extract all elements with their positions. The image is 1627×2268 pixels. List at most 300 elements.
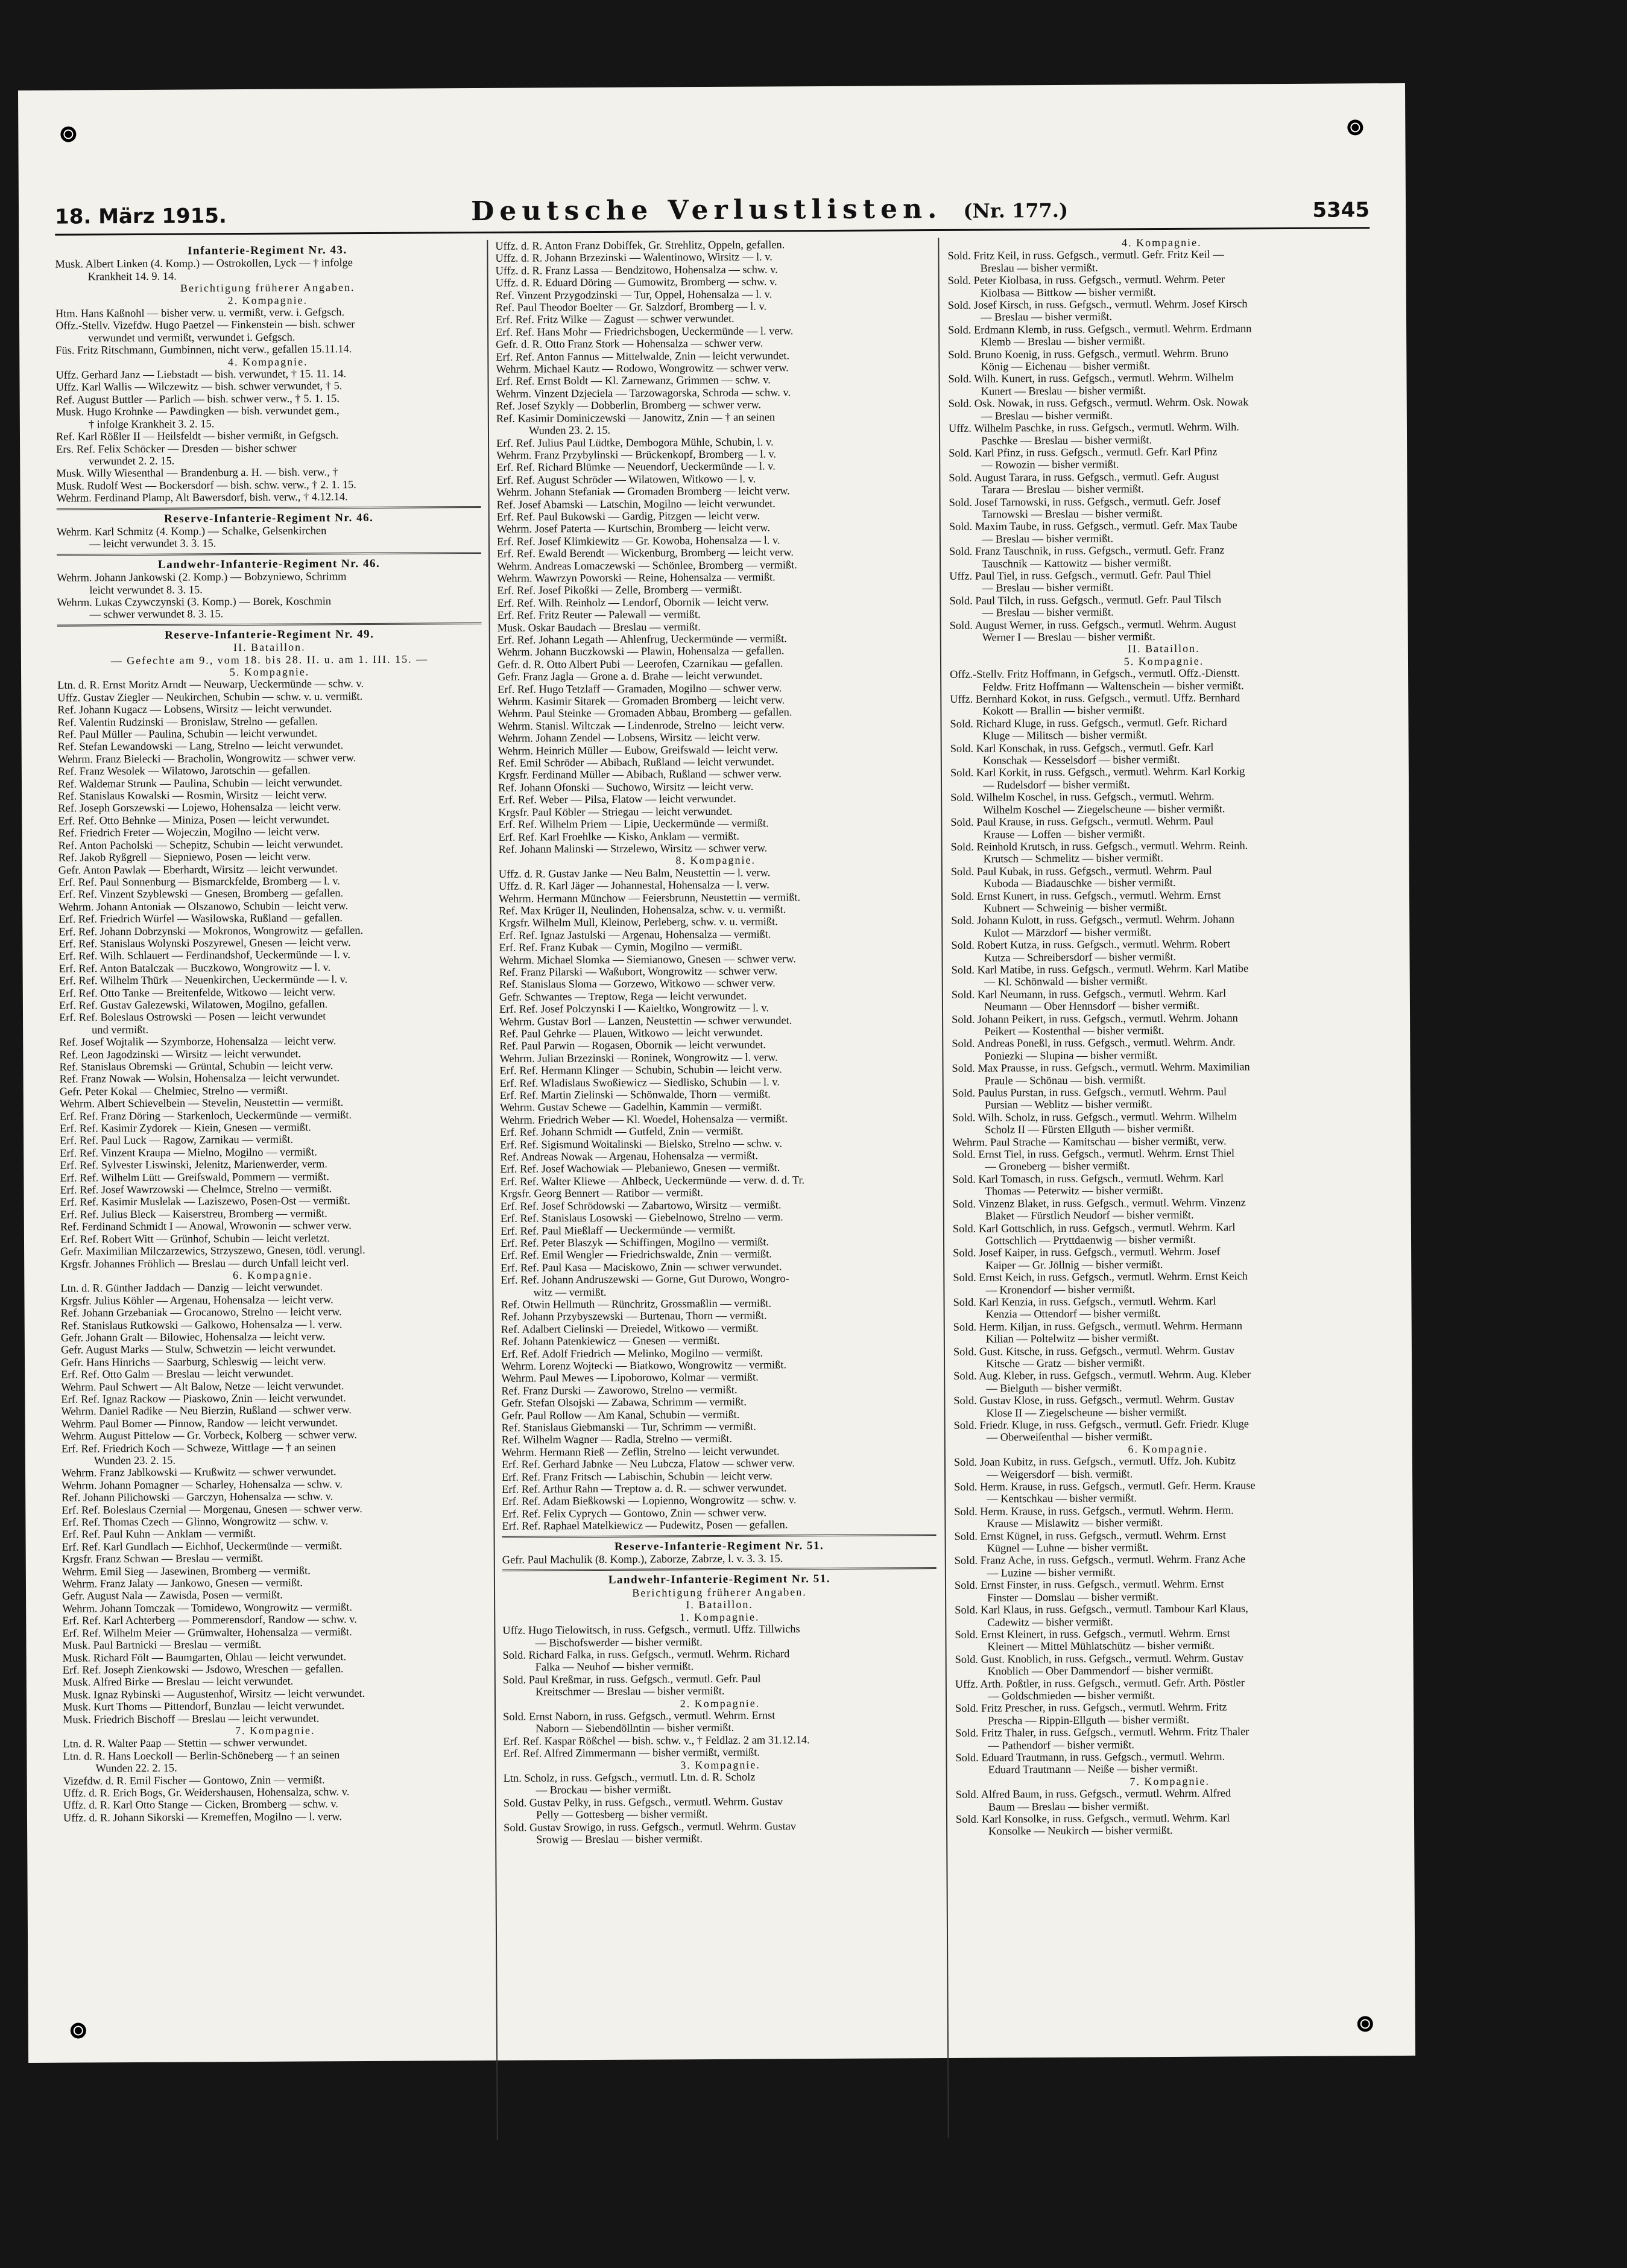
casualty-entry: Gefr. Stefan Olsojski — Zabawa, Schrimm — vermißt. — [501, 1395, 747, 1410]
casualty-entry: Breslau — bisher vermißt. — [980, 261, 1098, 274]
casualty-entry: Erf. Ref. Johann Schmidt — Gutfeld, Znin — vermißt. — [500, 1124, 744, 1139]
casualty-entry: Erf. Ref. Anton Fannus — Mittelwalde, Znin — leicht verwundet. — [496, 349, 790, 363]
casualty-entry: Kleinert — Mittel Mühlatschütz — bisher vermißt. — [987, 1639, 1215, 1653]
casualty-entry: Erf. Ref. Kaspar Rößchel — bish. schw. v., † Feldlaz. 2 am 31.12.14. — [503, 1733, 810, 1747]
casualty-entry: Erf. Ref. Paul Kasa — Maciskowo, Znin — schwer verwundet. — [501, 1260, 782, 1274]
casualty-entry: Ref. Valentin Rudzinski — Bronislaw, Strelno — gefallen. — [57, 715, 318, 729]
casualty-entry: Erf. Ref. Adam Bießkowski — Lopienno, Wongrowitz — schw. v. — [502, 1494, 797, 1508]
casualty-entry: Ref. Waldemar Strunk — Paulina, Schubin — leicht verwundet. — [57, 776, 343, 790]
casualty-entry: Uffz. d. R. Gustav Janke — Neu Balm, Neustettin — l. verw. — [498, 866, 771, 880]
casualty-entry: Erf. Ref. Wilhelm Lütt — Greifswald, Pommern — vermißt. — [60, 1170, 329, 1184]
casualty-entry: Wehrm. Lukas Czywczynski (3. Komp.) — Borek, Koschmin — [57, 595, 332, 609]
regiment-heading: Landwehr-Infanterie-Regiment Nr. 51. — [608, 1573, 831, 1587]
casualty-entry: Sold. Karl Neumann, in russ. Gefgsch., vermutl. Wehrm. Karl — [951, 987, 1227, 1001]
casualty-entry: Erf. Ref. Raphael Matelkiewicz — Pudewitz, Posen — gefallen. — [502, 1518, 788, 1533]
casualty-entry: Ref. Max Krüger II, Neulinden, Hohensalza, schw. v. u. vermißt. — [499, 903, 786, 917]
casualty-entry: Sold. Gustav Srowigo, in russ. Gefgsch., vermutl. Wehrm. Gustav — [504, 1819, 797, 1834]
casualty-entry: Erf. Ref. Wladislaus Swoßiewicz — Siedlisko, Schubin — l. v. — [499, 1075, 780, 1089]
casualty-entry: Tarara — Breslau — bisher vermißt. — [981, 483, 1144, 496]
casualty-entry: Tarnowski — Breslau — bisher vermißt. — [981, 507, 1163, 521]
regiment-heading: Infanterie-Regiment Nr. 43. — [188, 244, 347, 258]
casualty-entry: Uffz. d. R. Johann Brzezinski — Walentinowo, Wirsitz — l. v. — [495, 250, 772, 265]
casualty-entry: Krause — Loffen — bisher vermißt. — [983, 827, 1145, 841]
casualty-entry: Ref. Karl Rößler II — Heilsfeldt — bisher vermißt, in Gefgsch. — [55, 429, 339, 443]
casualty-entry: Ref. Paul Müller — Paulina, Schubin — leicht verwundet. — [57, 727, 318, 741]
casualty-entry: Gottschlich — Pryttdaenwig — bisher vermißt. — [985, 1233, 1196, 1247]
casualty-entry: Sold. Max Prausse, in russ. Gefgsch., vermutl. Wehrm. Maximilian — [952, 1060, 1250, 1075]
casualty-entry: Erf. Ref. Arthur Rahn — Treptow a. d. R. — schwer verwundet. — [502, 1481, 787, 1495]
casualty-entry: Gefr. d. R. Otto Franz Stork — Hohensalza — schwer verw. — [496, 337, 763, 351]
casualty-entry: Gefr. August Nala — Zawisda, Posen — vermißt. — [62, 1589, 283, 1603]
casualty-entry: Erf. Ref. Ewald Berendt — Wickenburg, Bromberg — leicht verw. — [496, 546, 794, 560]
casualty-entry: Erf. Ref. Ignaz Jastulski — Argenau, Hohensalza — vermißt. — [499, 928, 771, 942]
casualty-entry: leicht verwundet 8. 3. 15. — [89, 583, 203, 596]
page-header — [55, 186, 1370, 235]
casualty-entry: Ref. August Buttler — Parlich — bish. schwer verw., † 5. 1. 15. — [55, 392, 340, 406]
casualty-entry: Uffz. d. R. Karl Otto Stange — Cicken, Bromberg — schw. v. — [63, 1798, 339, 1812]
casualty-entry: Naborn — Siebendöllntin — bisher vermißt. — [535, 1722, 735, 1735]
casualty-entry: Erf. Ref. Walter Kliewe — Ahlbeck, Ueckermünde — verw. d. d. Tr. — [500, 1174, 805, 1188]
casualty-entry: Sold. Gust. Knoblich, in russ. Gefgsch., vermutl. Wehrm. Gustav — [955, 1652, 1244, 1665]
casualty-entry: Vizefdw. d. R. Emil Fischer — Gontowo, Znin — vermißt. — [63, 1773, 325, 1787]
casualty-entry: Ltn. Scholz, in russ. Gefgsch., vermutl. Ltn. d. R. Scholz — [503, 1770, 756, 1784]
casualty-entry: Ltn. d. R. Hans Loeckoll — Berlin-Schöneberg — † an seinen — [63, 1748, 340, 1763]
casualty-entry: Erf. Ref. Johann Legath — Ahlenfrug, Ueckermünde — vermißt. — [497, 632, 787, 646]
subheading: 2. Kompagnie. — [227, 294, 308, 306]
casualty-entry: Erf. Ref. Josef Pikoßki — Zelle, Bromberg — vermißt. — [497, 583, 742, 597]
casualty-entry: Konsolke — Neukirch — bisher vermißt. — [988, 1824, 1173, 1838]
casualty-entry: Sold. Gustav Pelky, in russ. Gefgsch., vermutl. Wehrm. Gustav — [503, 1795, 783, 1809]
subheading: 4. Kompagnie. — [228, 355, 308, 368]
casualty-entry: Kutza — Schreibersdorf — bisher vermißt. — [984, 950, 1177, 964]
casualty-entry: — Bielguth — bisher vermißt. — [986, 1381, 1122, 1395]
casualty-entry: Erf. Ref. Emil Wengler — Friedrichswalde, Znin — vermißt. — [501, 1247, 772, 1262]
casualty-entry: Sold. Karl Kenzia, in russ. Gefgsch., vermutl. Wehrm. Karl — [953, 1294, 1216, 1308]
casualty-entry: Sold. Karl Gottschlich, in russ. Gefgsch., vermutl. Wehrm. Karl — [952, 1220, 1236, 1235]
casualty-entry: Ref. Johann Pilichowski — Garczyn, Hohensalza — schw. v. — [62, 1490, 333, 1504]
casualty-entry: Klemb — Breslau — bisher vermißt. — [981, 335, 1146, 348]
casualty-entry: Erf. Ref. Fritz Reuter — Palewall — vermißt. — [497, 608, 701, 622]
casualty-entry: — Brockau — bisher vermißt. — [535, 1783, 672, 1796]
casualty-entry: Sold. Paul Krause, in russ. Gefgsch., vermutl. Wehrm. Paul — [950, 814, 1214, 829]
casualty-entry: Poniezki — Slupina — bisher vermißt. — [984, 1048, 1158, 1062]
casualty-entry: Uffz. Wilhelm Paschke, in russ. Gefgsch., vermutl. Wehrm. Wilh. — [948, 420, 1239, 435]
casualty-entry: Ref. Anton Pacholski — Schepitz, Schubin — leicht verwundet. — [58, 837, 344, 852]
casualty-entry: Erf. Ref. Ignaz Rackow — Piaskowo, Znin — leicht verwundet. — [61, 1392, 346, 1405]
casualty-entry: Sold. Ernst Kleinert, in russ. Gefgsch., vermutl. Wehrm. Ernst — [955, 1627, 1230, 1641]
casualty-entry: Gefr. August Marks — Stulw, Schwetzin — leicht verwundet. — [60, 1342, 336, 1357]
casualty-entry: Wehrm. Andreas Lomaczewski — Schönlee, Bromberg — vermißt. — [497, 558, 797, 572]
casualty-entry: Ers. Ref. Felix Schöcker — Dresden — bisher schwer — [56, 442, 297, 455]
casualty-entry: Paschke — Breslau — bisher vermißt. — [981, 433, 1152, 447]
casualty-entry: Wehrm. Johann Zendel — Lobsens, Wirsitz — leicht verw. — [498, 730, 760, 745]
casualty-entry: Erf. Ref. Adolf Friedrich — Melinko, Mogilno — vermißt. — [501, 1346, 763, 1360]
casualty-entry: Füs. Fritz Ritschmann, Gumbinnen, nicht verw., gefallen 15.11.14. — [55, 343, 352, 356]
casualty-entry: Wehrm. Gustav Schewe — Gadelhin, Kammin — vermißt. — [499, 1100, 762, 1114]
casualty-entry: Kenzia — Ottendorf — bisher vermißt. — [985, 1307, 1161, 1320]
casualty-entry: Wehrm. Franz Jablkowski — Krußwitz — schwer verwundet. — [61, 1465, 336, 1480]
subheading: Berichtigung früherer Angaben. — [632, 1586, 807, 1599]
casualty-entry: Erf. Ref. Paul Mießlaff — Ueckermünde — vermißt. — [500, 1223, 736, 1237]
casualty-entry: Kokott — Brallin — bisher vermißt. — [982, 704, 1145, 718]
casualty-entry: Krgsfr. Ferdinand Müller — Abibach, Rußland — schwer verw. — [498, 767, 782, 782]
casualty-entry: — Breslau — bisher vermißt. — [981, 409, 1113, 422]
casualty-entry: Erf. Ref. Paul Bukowski — Gardig, Pitzgen — leicht verw. — [496, 509, 760, 523]
casualty-entry: König — Eichenau — bisher vermißt. — [981, 360, 1151, 373]
casualty-entry: Erf. Ref. Hugo Tetzlaff — Gramaden, Mogilno — schwer verw. — [498, 682, 782, 695]
casualty-entry: Erf. Ref. Otto Galm — Breslau — leicht verwundet. — [61, 1367, 294, 1381]
casualty-entry: verwundet 2. 2. 15. — [89, 454, 175, 467]
casualty-entry: Uffz. d. R. Karl Jäger — Johannestal, Hohensalza — l. verw. — [498, 878, 769, 892]
casualty-entry: Ref. Otwin Hellmuth — Rünchritz, Grossmaßlin — vermißt. — [501, 1297, 772, 1311]
casualty-entry: Erf. Ref. Josef Schrödowski — Zabartowo, Wirsitz — vermißt. — [500, 1199, 782, 1212]
casualty-entry: Konschak — Kesselsdorf — bisher vermißt. — [982, 753, 1180, 767]
casualty-entry: Sold. Herm. Krause, in russ. Gefgsch., vermutl. Gefr. Herm. Krause — [954, 1479, 1256, 1493]
subheading: 4. Kompagnie. — [1122, 236, 1202, 249]
casualty-entry: Wehrm. Emil Sieg — Jasewinen, Bromberg — vermißt. — [62, 1564, 311, 1578]
casualty-entry: Erf. Ref. Josef Polczynski I — Kaieltko, Wongrowitz — l. v. — [499, 1001, 769, 1016]
casualty-entry: Sold. Maxim Taube, in russ. Gefgsch., vermutl. Gefr. Max Taube — [949, 519, 1237, 533]
casualty-entry: Ltn. d. R. Günther Jaddach — Danzig — leicht verwundet. — [60, 1281, 323, 1294]
casualty-entry: Ref. Josef Abamski — Latschin, Mogilno — leicht verwundet. — [496, 496, 776, 511]
casualty-entry: Ref. Franz Nowak — Wolsin, Hohensalza — leicht verwundet. — [59, 1071, 340, 1086]
section-divider — [57, 506, 481, 510]
casualty-entry: Eduard Trautmann — Neiße — bisher vermißt. — [988, 1763, 1198, 1776]
subheading: Berichtigung früherer Angaben. — [180, 281, 355, 294]
casualty-entry: Erf. Ref. Boleslaus Ostrowski — Posen — leicht verwundet — [58, 1010, 326, 1024]
casualty-entry: Sold. Wilhelm Koschel, in russ. Gefgsch., vermutl. Wehrm. — [950, 790, 1215, 804]
casualty-entry: Htm. Hans Kaßnohl — bisher verw. u. vermißt, verw. i. Gefgsch. — [55, 306, 345, 320]
casualty-entry: Erf. Ref. Karl Froehlke — Kisko, Anklam — vermißt. — [498, 829, 739, 843]
casualty-entry: Wehrm. Daniel Radike — Neu Bierzin, Rußland — schwer verw. — [61, 1404, 352, 1418]
casualty-entry: Krause — Mislawitz — bisher vermißt. — [987, 1516, 1163, 1530]
casualty-entry: Sold. Karl Matibe, in russ. Gefgsch., vermutl. Wehrm. Karl Matibe — [951, 962, 1249, 976]
casualty-entry: Uffz. d. R. Anton Franz Dobiffek, Gr. Strehlitz, Oppeln, gefallen. — [495, 238, 785, 252]
casualty-entry: Uffz. Hugo Tielowitsch, in russ. Gefgsch., vermutl. Uffz. Tillwichs — [502, 1623, 800, 1636]
casualty-entry: Ref. Leon Jagodzinski — Wirsitz — leicht verwundet. — [59, 1047, 302, 1061]
casualty-entry: Sold. Ernst Keich, in russ. Gefgsch., vermutl. Wehrm. Ernst Keich — [953, 1270, 1248, 1284]
casualty-entry: Ref. Johann Patenkiewicz — Gnesen — vermißt. — [501, 1334, 720, 1348]
casualty-entry: Erf. Ref. Stanislaus Wolynski Poszyrewel, Gnesen — leicht verw. — [58, 936, 351, 950]
casualty-entry: Sold. Gustav Klose, in russ. Gefgsch., vermutl. Wehrm. Gustav — [953, 1393, 1235, 1407]
casualty-entry: Krgsfr. Franz Schwan — Breslau — vermißt. — [62, 1552, 264, 1565]
casualty-entry: Wehrm. Julian Brzezinski — Roninek, Wongrowitz — l. verw. — [499, 1051, 778, 1065]
casualty-entry: Sold. Fritz Thaler, in russ. Gefgsch., vermutl. Wehrm. Fritz Thaler — [955, 1725, 1249, 1740]
subheading: 6. Kompagnie. — [1128, 1442, 1208, 1456]
text-column-left — [55, 240, 489, 2143]
casualty-entry: Erf. Ref. Fritz Wilke — Zagust — schwer verwundet. — [495, 312, 735, 326]
casualty-entry: Wehrm. Wawrzyn Poworski — Reine, Hohensalza — vermißt. — [497, 571, 776, 584]
section-divider — [502, 1568, 937, 1572]
casualty-entry: Wehrm. Albert Schievelbein — Stevelin, Neustettin — vermißt. — [59, 1096, 344, 1110]
masthead — [471, 193, 1068, 227]
casualty-entry: Erf. Ref. Karl Achterberg — Pommerensdorf, Randow — schw. v. — [62, 1613, 357, 1627]
casualty-entry: Wehrm. Paul Schwert — Alt Balow, Netze — leicht verwundet. — [61, 1379, 344, 1393]
casualty-entry: Krgsfr. Georg Bennert — Ratibor — vermißt. — [500, 1186, 704, 1200]
casualty-entry: Kreitschmer — Breslau — bisher vermißt. — [535, 1685, 725, 1698]
casualty-entry: Erf. Ref. Stanislaus Losowski — Giebelnowo, Strelno — verm. — [500, 1211, 783, 1224]
casualty-entry: Erf. Ref. Sylvester Liswinski, Jelenitz, Marienwerder, verm. — [60, 1158, 327, 1171]
casualty-entry: Blaket — Fürstlich Neudorf — bisher vermißt. — [985, 1208, 1194, 1222]
casualty-entry: Ltn. d. R. Walter Paap — Stettin — schwer verwundet. — [63, 1736, 308, 1750]
casualty-entry: Gefr. Peter Kokal — Chelmiec, Strelno — vermißt. — [59, 1084, 288, 1098]
casualty-entry: Erf. Ref. Kasimir Muslelak — Laziszewo, Posen-Ost — vermißt. — [60, 1194, 350, 1209]
casualty-entry: Erf. Ref. Gustav Galezewski, Wilatowen, Mogilno, gefallen. — [58, 998, 328, 1012]
casualty-entry: Wehrm. Karl Schmitz (4. Komp.) — Schalke, Gelsenkirchen — [56, 524, 327, 538]
casualty-entry: Sold. Karl Konsolke, in russ. Gefgsch., vermutl. Wehrm. Karl — [955, 1811, 1230, 1825]
casualty-entry: Sold. Vinzenz Blaket, in russ. Gefgsch., vermutl. Wehrm. Vinzenz — [952, 1196, 1246, 1210]
casualty-entry: Erf. Ref. Vinzent Szyblewski — Gnesen, Bromberg — gefallen. — [58, 887, 344, 901]
casualty-entry: Sold. Josef Kaiper, in russ. Gefgsch., vermutl. Wehrm. Josef — [953, 1245, 1221, 1259]
page-number: 5345 — [1312, 198, 1370, 223]
casualty-entry: Kunert — Breslau — bisher vermißt. — [981, 384, 1146, 398]
casualty-entry: Erf. Ref. Alfred Zimmermann — bisher vermißt, vermißt. — [503, 1746, 760, 1760]
casualty-entry: witz — vermißt. — [533, 1285, 607, 1299]
casualty-entry: Sold. Richard Kluge, in russ. Gefgsch., vermutl. Gefr. Richard — [950, 716, 1227, 730]
casualty-entry: Erf. Ref. Friedrich Würfel — Wasilowska, Rußland — gefallen. — [58, 911, 343, 925]
casualty-entry: Erf. Ref. Josef Wawrzowski — Chelmce, Strelno — vermißt. — [60, 1182, 332, 1196]
casualty-entry: Sold. Gust. Kitsche, in russ. Gefgsch., vermutl. Wehrm. Gustav — [953, 1344, 1235, 1358]
casualty-entry: — Goldschmieden — bisher vermißt. — [987, 1689, 1155, 1702]
subheading: II. Bataillon. — [1128, 642, 1200, 655]
casualty-entry: Sold. Joan Kubitz, in russ. Gefgsch., vermutl. Uffz. Joh. Kubitz — [953, 1454, 1236, 1469]
casualty-entry: Kulot — Märzdorf — bisher vermißt. — [984, 925, 1152, 939]
casualty-entry: Wehrm. August Pittelow — Gr. Vorbeck, Kolberg — schwer verw. — [61, 1428, 357, 1442]
section-divider — [57, 552, 481, 556]
casualty-entry: Wehrm. Johann Tomczak — Tomidewo, Wongrowitz — vermißt. — [62, 1601, 352, 1615]
casualty-entry: und vermißt. — [92, 1023, 149, 1036]
casualty-entry: Krgsfr. Wilhelm Mull, Kleinow, Perleberg, schw. v. u. vermißt. — [499, 915, 778, 930]
casualty-entry: Sold. Ernst Kügnel, in russ. Gefgsch., vermutl. Wehrm. Ernst — [954, 1528, 1226, 1542]
casualty-entry: — Rudelsdorf — bisher vermißt. — [982, 778, 1130, 791]
casualty-entry: Erf. Ref. Robert Witt — Grünhof, Schubin — leicht verletzt. — [60, 1232, 330, 1246]
casualty-entry: Ref. Paul Parwin — Rogasen, Obornik — leicht verwundet. — [499, 1038, 766, 1053]
casualty-entry: Sold. Wilh. Kunert, in russ. Gefgsch., vermutl. Wehrm. Wilhelm — [948, 371, 1234, 385]
casualty-entry: Kitsche — Gratz — bisher vermißt. — [986, 1357, 1145, 1370]
casualty-entry: Sold. Osk. Nowak, in russ. Gefgsch., vermutl. Wehrm. Osk. Nowak — [948, 396, 1249, 410]
casualty-entry: Wehrm. Paul Strache — Kamitschau — bisher vermißt, verw. — [952, 1135, 1227, 1148]
casualty-entry: Wehrm. Franz Bielecki — Bracholin, Wongrowitz — schwer verw. — [57, 751, 356, 765]
casualty-entry: Ref. Andreas Nowak — Argenau, Hohensalza — vermißt. — [500, 1149, 758, 1163]
casualty-entry: Sold. Karl Klaus, in russ. Gefgsch., vermutl. Tambour Karl Klaus, — [955, 1602, 1248, 1616]
casualty-entry: Sold. Herm. Krause, in russ. Gefgsch., vermutl. Wehrm. Herm. — [954, 1504, 1234, 1518]
publication-title: Deutsche Verlustlisten. — [471, 193, 943, 227]
casualty-entry: Praule — Schönau — bish. vermißt. — [984, 1073, 1146, 1087]
casualty-entry: Krgsfr. Paul Köbler — Striegau — leicht verwundet. — [498, 805, 733, 819]
casualty-entry: Finster — Domslau — bisher vermißt. — [987, 1590, 1159, 1604]
casualty-entry: Erf. Ref. Franz Kubak — Cymin, Mogilno — vermißt. — [499, 940, 743, 954]
casualty-entry: Uffz. Gerhard Janz — Liebstadt — bish. verwundet, † 15. 11. 14. — [55, 367, 347, 381]
casualty-entry: Musk. Oskar Baudach — Breslau — vermißt. — [497, 620, 701, 634]
casualty-entry: Sold. Franz Tauschnik, in russ. Gefgsch., vermutl. Gefr. Franz — [949, 543, 1225, 558]
casualty-entry: Gefr. Johann Gralt — Bilowiec, Hohensalza — leicht verw. — [60, 1330, 326, 1344]
subheading: 2. Kompagnie. — [680, 1697, 760, 1709]
casualty-entry: Uffz. Gustav Ziegler — Neukirchen, Schubin — schw. v. u. vermißt. — [57, 689, 363, 704]
casualty-entry: Wehrm. Franz Jalaty — Jankowo, Gnesen — vermißt. — [62, 1576, 303, 1590]
casualty-entry: Ref. Stanislaus Kowalski — Rosmin, Wirsitz — leicht verw. — [58, 788, 327, 802]
casualty-entry: Neumann — Ober Hennsdorf — bisher vermißt. — [984, 999, 1200, 1013]
casualty-entry: Uffz. d. R. Eduard Döring — Gumowitz, Bromberg — schw. v. — [495, 275, 777, 290]
subheading: 8. Kompagnie. — [675, 854, 756, 867]
casualty-entry: Ref. Johann Grzebaniak — Grocanowo, Strelno — leicht verw. — [60, 1305, 342, 1319]
casualty-entry: Wehrm. Vinzent Dzjeciela — Tarzowagorska, Schroda — schw. v. — [496, 386, 791, 400]
casualty-entry: Wunden 23. 2. 15. — [93, 1454, 176, 1467]
casualty-entry: Sold. Ernst Kunert, in russ. Gefgsch., vermutl. Wehrm. Ernst — [950, 889, 1221, 902]
casualty-entry: Uffz. d. R. Erich Bogs, Gr. Weidershausen, Hohensalza, schw. v. — [63, 1785, 350, 1799]
subheading: 5. Kompagnie. — [229, 665, 310, 679]
casualty-entry: Sold. Fritz Prescher, in russ. Gefgsch., vermutl. Wehrm. Fritz — [955, 1700, 1227, 1715]
casualty-entry: Kluge — Militsch — bisher vermißt. — [982, 729, 1148, 742]
casualty-entry: Ref. Adalbert Cielinski — Dreiedel, Witkowo — vermißt. — [501, 1322, 759, 1335]
registration-mark-icon — [60, 126, 76, 142]
casualty-entry: Erf. Ref. Paul Luck — Ragow, Zarnikau — vermißt. — [60, 1133, 294, 1147]
casualty-entry: Uffz. Karl Wallis — Wilczewitz — bish. schwer verwundet, † 5. — [55, 379, 343, 394]
casualty-entry: Offz.-Stellv. Vizefdw. Hugo Paetzel — Finkenstein — bish. schwer — [55, 318, 355, 332]
casualty-entry: Kubnert — Schweinig — bisher vermißt. — [984, 901, 1167, 914]
casualty-entry: Gefr. d. R. Otto Albert Pubi — Leerofen, Czarnikau — gefallen. — [497, 657, 783, 671]
casualty-entry: Pelly — Gottesberg — bisher vermißt. — [535, 1808, 708, 1821]
casualty-entry: Musk. Paul Bartnicki — Breslau — vermißt. — [62, 1638, 262, 1652]
casualty-entry: Sold. Friedr. Kluge, in russ. Gefgsch., vermutl. Gefr. Friedr. Kluge — [953, 1418, 1249, 1431]
casualty-entry: Sold. Ernst Finster, in russ. Gefgsch., vermutl. Wehrm. Ernst — [954, 1577, 1224, 1592]
casualty-entry: Sold. Ernst Tiel, in russ. Gefgsch., vermutl. Wehrm. Ernst Thiel — [952, 1147, 1235, 1161]
casualty-entry: Ref. Johann Kugacz — Lobsens, Wirsitz — leicht verwundet. — [57, 702, 332, 716]
casualty-entry: Wehrm. Michael Slomka — Siemianowo, Gnesen — schwer verw. — [499, 952, 796, 966]
casualty-entry: Offz.-Stellv. Fritz Hoffmann, in Gefgsch., vermutl. Offz.-Dienstt. — [950, 667, 1240, 681]
casualty-entry: Sold. Andreas Poneßl, in russ. Gefgsch., vermutl. Wehrm. Andr. — [952, 1036, 1236, 1050]
casualty-entry: — Kl. Schönwald — bisher vermißt. — [984, 975, 1148, 989]
casualty-entry: Erf. Ref. Wilh. Schlauert — Ferdinandshof, Ueckermünde — l. v. — [58, 948, 350, 963]
casualty-entry: Krankheit 14. 9. 14. — [87, 270, 177, 283]
casualty-entry: Wehrm. Hermann Münchow — Feiersbrunn, Neustettin — vermißt. — [498, 890, 801, 905]
casualty-entry: Wehrm. Friedrich Weber — Kl. Woedel, Hohensalza — vermißt. — [499, 1112, 788, 1126]
subheading: 7. Kompagnie. — [1129, 1775, 1210, 1788]
subheading: I. Bataillon. — [686, 1598, 753, 1611]
text-column-middle — [495, 238, 939, 2140]
casualty-entry: Ref. Jakob Ryßgrell — Siepniewo, Posen — leicht verw. — [58, 850, 311, 864]
casualty-entry: — Luzine — bisher vermißt. — [987, 1566, 1116, 1579]
casualty-entry: Cadewitz — bisher vermißt. — [987, 1615, 1113, 1629]
casualty-entry: Ref. Kasimir Dominiczewski — Janowitz, Znin — † an seinen — [496, 411, 776, 425]
casualty-entry: Ref. Josef Szykly — Dobberlin, Bromberg — schwer verw. — [496, 398, 762, 413]
regiment-heading: Reserve-Infanterie-Regiment Nr. 51. — [614, 1539, 824, 1553]
casualty-entry: Sold. Peter Kiolbasa, in russ. Gefgsch., vermutl. Wehrm. Peter — [947, 273, 1225, 287]
casualty-entry: Wehrm. Johann Buczkowski — Plawin, Hohensalza — gefallen. — [497, 644, 785, 659]
casualty-entry: Ref. Ferdinand Schmidt I — Anowal, Wrowonin — schwer verw. — [60, 1219, 352, 1233]
casualty-entry: Sold. August Werner, in russ. Gefgsch., vermutl. Wehrm. August — [949, 618, 1236, 632]
casualty-entry: Musk. Alfred Birke — Breslau — leicht verwundet. — [62, 1674, 294, 1688]
casualty-entry: Sold. Franz Ache, in russ. Gefgsch., vermutl. Wehrm. Franz Ache — [954, 1553, 1246, 1567]
casualty-entry: Sold. Wilh. Scholz, in russ. Gefgsch., vermutl. Wehrm. Wilhelm — [952, 1110, 1237, 1124]
casualty-entry: Sold. Josef Tarnowski, in russ. Gefgsch., vermutl. Gefr. Josef — [949, 495, 1221, 508]
casualty-entry: — Weigersdorf — bish. vermißt. — [986, 1467, 1133, 1481]
casualty-entry: — schwer verwundet 8. 3. 15. — [89, 607, 224, 621]
casualty-entry: Sold. August Tarara, in russ. Gefgsch., vermutl. Gefr. August — [949, 470, 1219, 484]
section-divider — [57, 622, 482, 627]
casualty-entry: Wehrm. Johann Stefaniak — Gromaden Bromberg — leicht verw. — [496, 484, 790, 498]
casualty-entry: Ref. Franz Wesolek — Wilatowo, Jarotschin — gefallen. — [57, 764, 311, 778]
casualty-entry: Wehrm. Johann Antoniak — Olszanowo, Schubin — leicht verw. — [58, 899, 349, 913]
casualty-entry: Prescha — Rippin-Ellguth — bisher vermißt. — [988, 1713, 1190, 1727]
casualty-entry: Wehrm. Stanisl. Wiltczak — Lindenrode, Strelno — leicht verw. — [498, 718, 785, 732]
casualty-entry: Sold. Erdmann Klemb, in russ. Gefgsch., vermutl. Wehrm. Erdmann — [948, 322, 1252, 336]
casualty-entry: Musk. Ignaz Rybinski — Augustenhof, Wirsitz — leicht verwundet. — [62, 1687, 365, 1701]
casualty-entry: Erf. Ref. Johann Andruszewski — Gorne, Gut Durowo, Wongro- — [501, 1272, 789, 1286]
column-divider — [938, 238, 949, 2138]
casualty-entry: Kügnel — Luhne — bisher vermißt. — [987, 1541, 1149, 1554]
casualty-entry: Kiolbasa — Bittkow — bisher vermißt. — [980, 285, 1156, 299]
casualty-entry: Falka — Neuhof — bisher vermißt. — [535, 1660, 694, 1673]
casualty-entry: Krgsfr. Julius Köhler — Argenau, Hohensalza — leicht verw. — [60, 1293, 333, 1307]
casualty-entry: verwundet und vermißt, verwundet i. Gefgsch. — [88, 331, 295, 344]
casualty-entry: Erf. Ref. Hermann Klinger — Schubin, Schubin — leicht verw. — [499, 1063, 782, 1077]
casualty-entry: Sold. Aug. Kleber, in russ. Gefgsch., vermutl. Wehrm. Aug. Kleber — [953, 1368, 1251, 1383]
casualty-entry: Musk. Rudolf West — Bockersdorf — bish. schw. verw., † 2. 1. 15. — [56, 478, 356, 492]
casualty-entry: Erf. Ref. Wilhelm Priem — Lipie, Ueckermünde — vermißt. — [498, 817, 769, 831]
casualty-entry: — Breslau — bisher vermißt. — [980, 310, 1113, 324]
casualty-entry: Sold. Paulus Purstan, in russ. Gefgsch., vermutl. Wehrm. Paul — [952, 1085, 1227, 1099]
casualty-entry: Erf. Ref. Josef Wachowiak — Plebaniewo, Gnesen — vermißt. — [500, 1161, 780, 1176]
casualty-entry: — Breslau — bisher vermißt. — [981, 532, 1114, 545]
casualty-entry: Uffz. Bernhard Kokot, in russ. Gefgsch., vermutl. Uffz. Bernhard — [950, 691, 1240, 705]
casualty-entry: Ref. Johann Malinski — Strzelewo, Wirsitz — schwer verw. — [498, 841, 768, 855]
casualty-entry: Pursian — Weblitz — bisher vermißt. — [984, 1098, 1152, 1112]
casualty-entry: — Breslau — bisher vermißt. — [982, 606, 1114, 619]
casualty-entry: — Kronendorf — bisher vermißt. — [985, 1282, 1136, 1296]
registration-mark-icon — [1347, 119, 1363, 135]
casualty-entry: Ref. Emil Schröder — Abibach, Rußland — leicht verwundet. — [498, 755, 775, 769]
casualty-entry: Ref. Franz Durski — Zaworowo, Strelno — vermißt. — [501, 1383, 738, 1397]
casualty-entry: Wehrm. Paul Mewes — Lipoborowo, Kolmar — vermißt. — [501, 1370, 759, 1385]
casualty-entry: Kilian — Poltelwitz — bisher vermißt. — [985, 1332, 1159, 1345]
casualty-entry: Tauschnik — Kattowitz — bisher vermißt. — [982, 556, 1172, 570]
casualty-entry: Feldw. Fritz Hoffmann — Waltenschein — bisher vermißt. — [982, 679, 1244, 693]
issue-date: 18. März 1915. — [54, 204, 227, 229]
casualty-entry: Sold. Karl Korkit, in russ. Gefgsch., vermutl. Wehrm. Karl Korkig — [950, 765, 1245, 779]
casualty-entry: Ref. Stanislaus Sloma — Gorzewo, Witkowo — schwer verw. — [499, 977, 776, 991]
casualty-entry: Wilhelm Koschel — Ziegelscheune — bisher vermißt. — [983, 802, 1225, 816]
casualty-entry: Uffz. d. R. Franz Lassa — Bendzitowo, Hohensalza — schw. v. — [495, 263, 778, 277]
casualty-entry: Wehrm. Johann Jankowski (2. Komp.) — Bobzyniewo, Schrimm — [57, 570, 347, 584]
casualty-entry: Erf. Ref. Peter Blaszyk — Schiffingen, Mogilno — vermißt. — [500, 1235, 769, 1249]
casualty-entry: Ref. Wilhelm Wagner — Radla, Strelno — vermißt. — [501, 1433, 732, 1446]
casualty-entry: † infolge Krankheit 3. 2. 15. — [88, 417, 215, 431]
casualty-entry: — Pathendorf — bisher vermißt. — [988, 1738, 1135, 1752]
subheading: — Gefechte am 9., vom 18. bis 28. II. u. am 1. III. 15. — — [110, 653, 429, 667]
casualty-entry: Ltn. d. R. Ernst Moritz Arndt — Neuwarp, Ueckermünde — schw. v. — [57, 677, 364, 692]
casualty-entry: Erf. Ref. Hans Mohr — Friedrichsbogen, Ueckermünde — l. verw. — [496, 325, 794, 338]
casualty-entry: Sold. Karl Tomasch, in russ. Gefgsch., vermutl. Wehrm. Karl — [952, 1171, 1224, 1185]
subheading: II. Bataillon. — [233, 641, 306, 654]
casualty-entry: Erf. Ref. Johann Dobrzynski — Mokronos, Wongrowitz — gefallen. — [58, 923, 364, 938]
casualty-entry: Sold. Fritz Keil, in russ. Gefgsch., vermutl. Gefr. Fritz Keil — — [947, 248, 1224, 262]
casualty-entry: Erf. Ref. Vinzent Kraupa — Mielno, Mogilno — vermißt. — [60, 1145, 317, 1159]
casualty-entry: Baum — Breslau — bisher vermißt. — [988, 1799, 1149, 1813]
casualty-entry: Ref. Paul Gehrke — Plauen, Witkowo — leicht verwundet. — [499, 1026, 763, 1040]
casualty-entry: Erf. Ref. Otto Behnke — Miniza, Posen — leicht verwundet. — [58, 813, 330, 827]
casualty-entry: Knoblich — Ober Dammendorf — bisher vermißt. — [987, 1664, 1214, 1677]
casualty-entry: Erf. Ref. Richard Blümke — Neuendorf, Ueckermünde — l. v. — [496, 460, 776, 474]
casualty-entry: Ref. Josef Wojtalik — Szymborze, Hohensalza — leicht verw. — [59, 1034, 336, 1048]
casualty-entry: Werner I — Breslau — bisher vermißt. — [982, 630, 1155, 644]
casualty-entry: Erf. Ref. Anton Batalczak — Buczkowo, Wongrowitz — l. v. — [58, 961, 331, 975]
casualty-entry: Erf. Ref. Martin Zielinski — Schönwalde, Thorn — vermißt. — [499, 1088, 771, 1101]
casualty-entry: Ref. Johann Ofonski — Suchowo, Wirsitz — leicht verw. — [498, 780, 754, 794]
casualty-entry: Klose II — Ziegelscheune — bisher vermißt. — [986, 1405, 1187, 1419]
casualty-entry: Wehrm. Heinrich Müller — Eubow, Greifswald — leicht verw. — [498, 743, 779, 757]
casualty-entry: Ref. Joseph Gorszewski — Lojewo, Hohensalza — leicht verw. — [58, 800, 341, 815]
casualty-entry: Erf. Ref. Julius Paul Lüdtke, Dembogora Mühle, Schubin, l. v. — [496, 435, 774, 449]
